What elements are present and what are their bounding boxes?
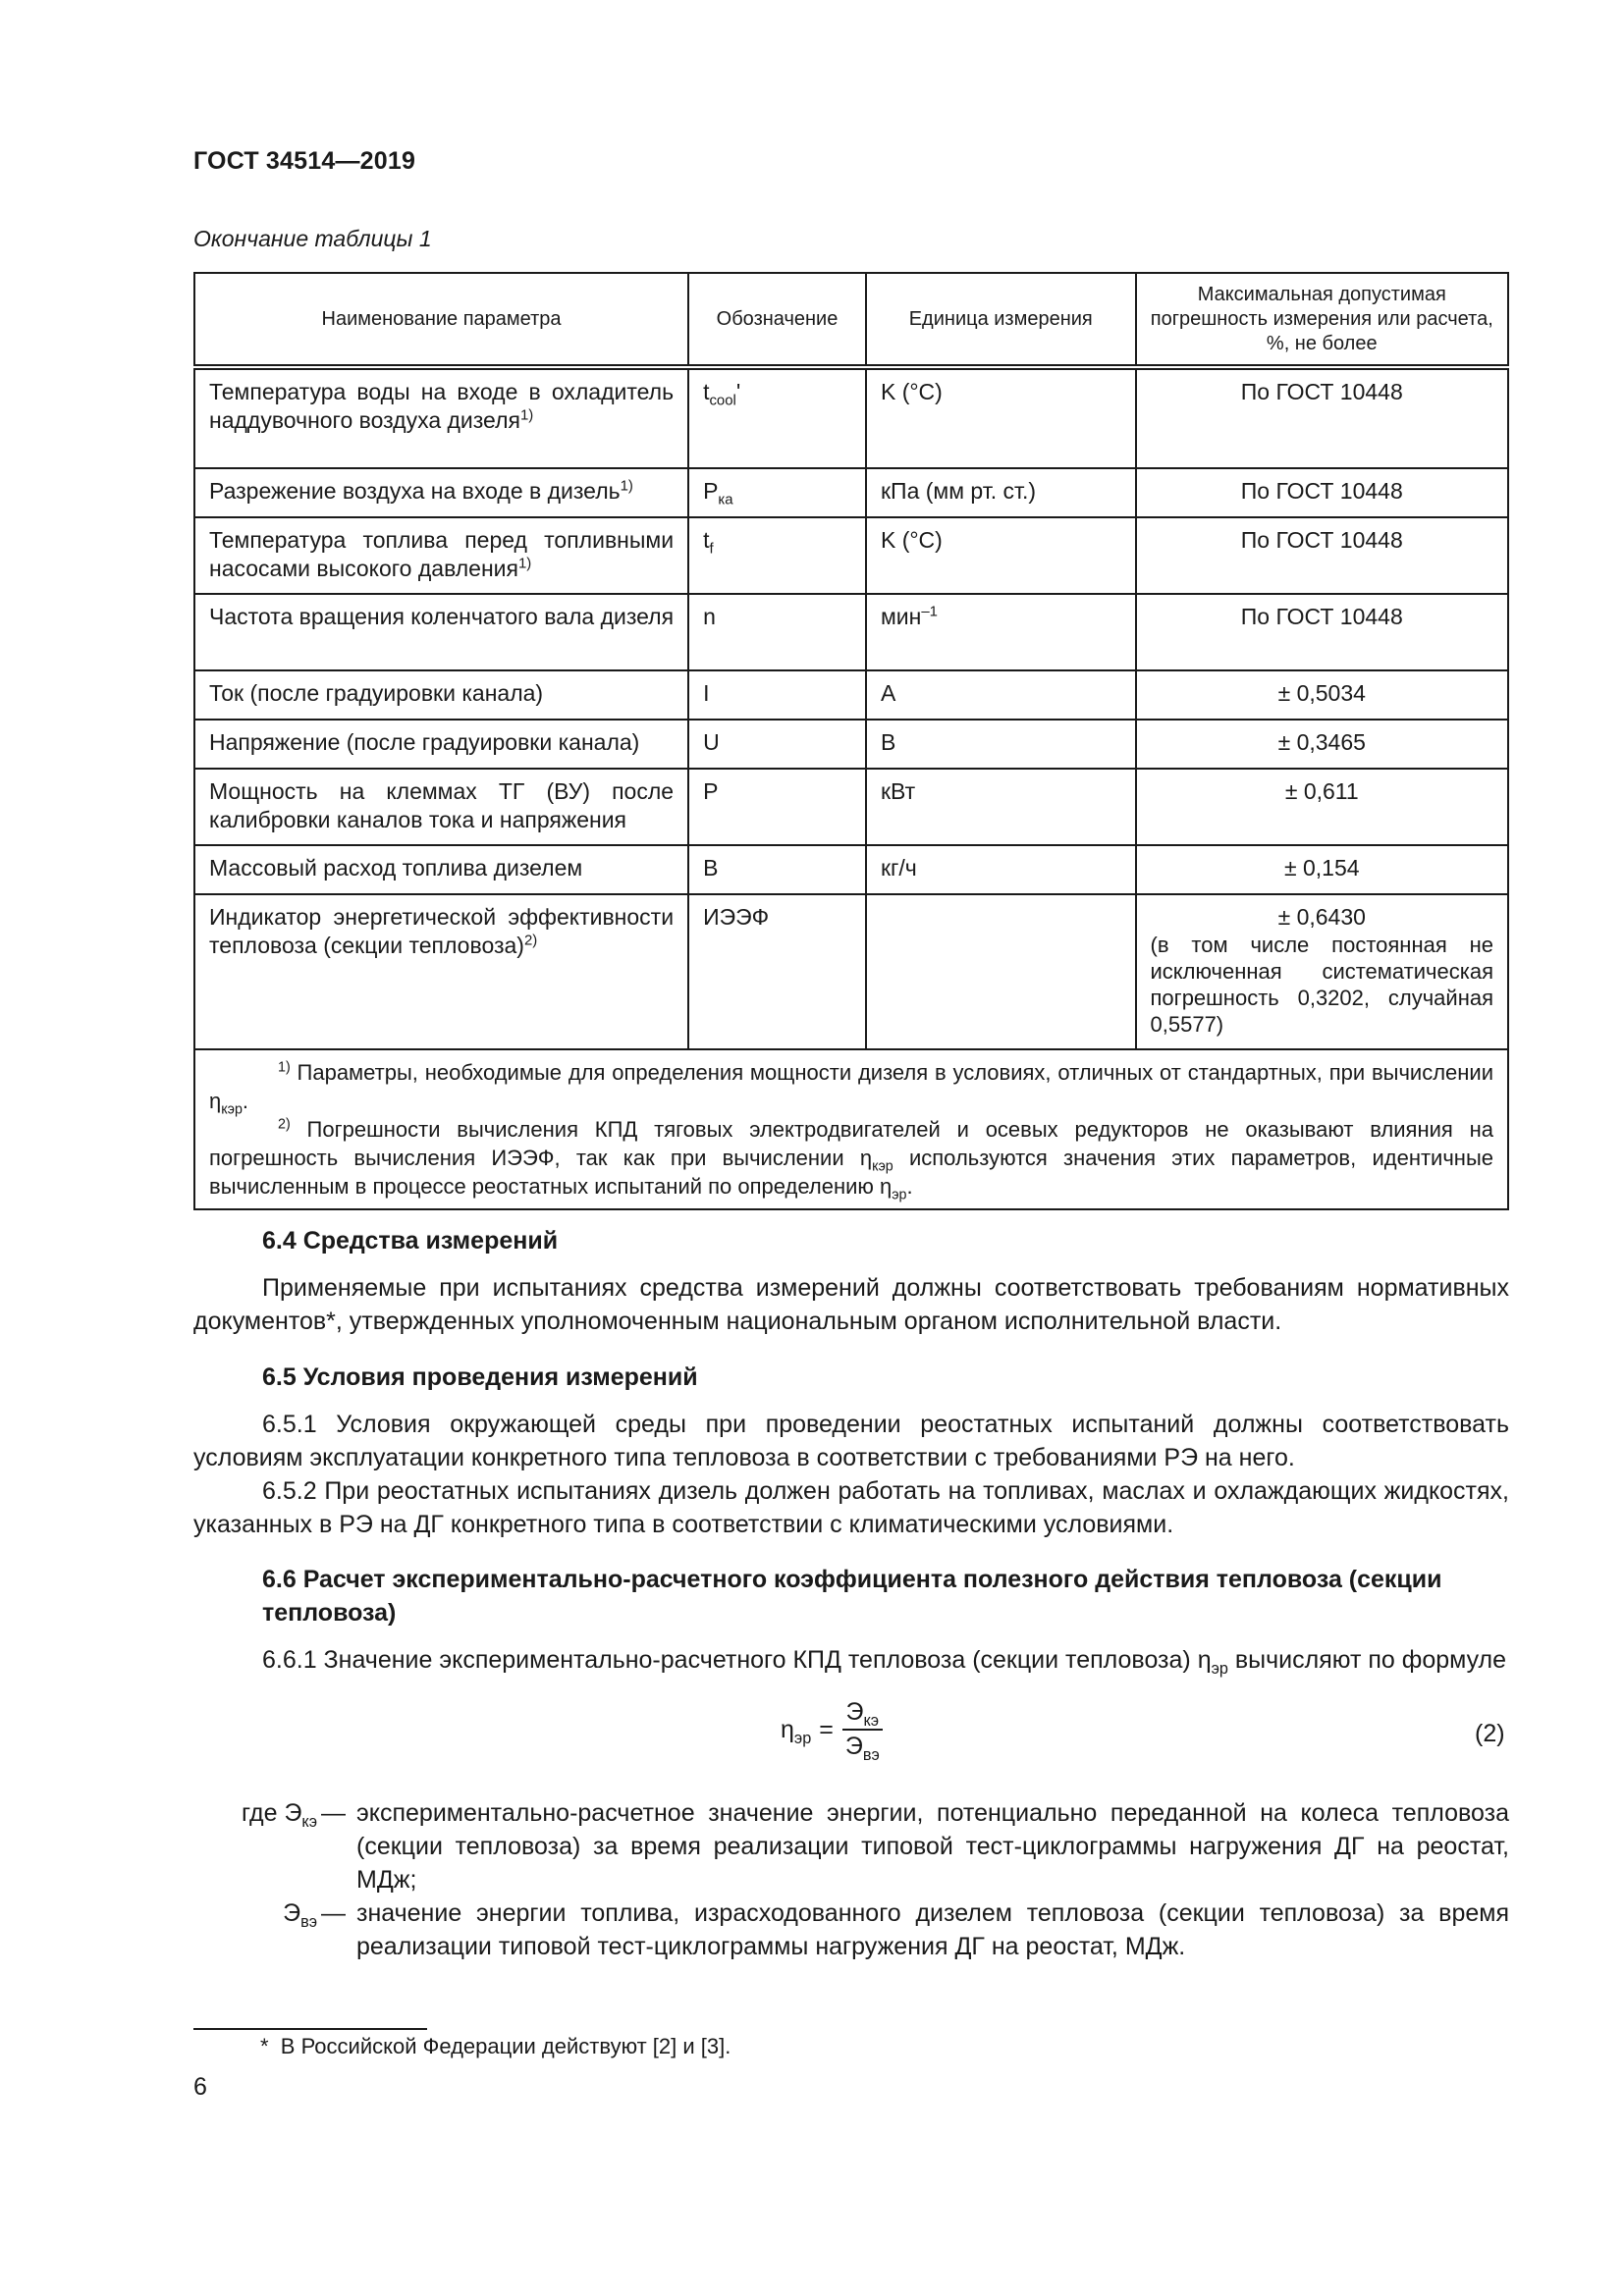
formula-2 [781,1698,884,1764]
formula-equals: = [819,1715,834,1743]
error-value: ± 0,6430 [1277,904,1366,930]
param-name: Ток (после градуировки канала) [194,670,688,720]
param-unit: кг/ч [866,845,1136,894]
table-header-row [194,273,1508,367]
legend-term: где $Э_{кэ}$ [241,1799,317,1831]
table-row [194,845,1508,894]
legend-dash: — [321,1799,346,1827]
param-unit: кПа (мм рт. ст.) [866,468,1136,517]
param-name: Мощность на клеммах ТГ (ВУ) после калибровки каналов тока и напряжения [194,769,688,845]
param-unit: K (°С) [866,517,1136,594]
paragraph: Применяемые при испытаниях средства измерений должны соответствовать требованиям нормативных документов*, утвержденных уполномоченным национальным органом исполнительной власти. [193,1274,1509,1335]
header-name: Наименование параметра [194,273,688,367]
table-notes [194,1049,1508,1209]
param-name: Массовый расход топлива дизелем [194,845,688,894]
section-6-6 [193,1563,1509,1677]
formula-numerator: $Э_{кэ}$ [842,1698,884,1731]
table-row [194,670,1508,720]
section-6-4 [193,1224,1509,1338]
param-unit: А [866,670,1136,720]
header-symbol: Обозначение [688,273,866,367]
param-symbol: I [688,670,866,720]
header-unit: Единица измерения [866,273,1136,367]
paragraph: 6.5.2 При реостатных испытаниях дизель должен работать на топливах, маслах и охлаждающих жидкостях, указанных в РЭ на ДГ конкретного типа в соответствии с климатическими условиями. [193,1477,1509,1538]
param-symbol: $P_{ка}$ [688,468,866,517]
footnote-separator [193,2028,427,2030]
param-error: По ГОСТ 10448 [1136,594,1508,670]
table-row [194,367,1508,468]
paragraph: 6.5.1 Условия окружающей среды при проведении реостатных испытаний должны соответствовать условиям эксплуатации конкретного типа тепловоза в соответствии с требованиями РЭ на него. [193,1411,1509,1471]
section-6-5 [193,1361,1509,1541]
param-name: Напряжение (после градуировки канала) [194,720,688,769]
param-name: Индикатор энергетической эффективности тепловоза (секции тепловоза)$^{2)}$ [194,894,688,1049]
table-row [194,468,1508,517]
section-heading: 6.4 Средства измерений [262,1227,559,1255]
formula-denominator: $Э_{вэ}$ [844,1733,880,1764]
section-heading: 6.5 Условия проведения измерений [262,1363,698,1391]
param-error: ± 0,611 [1136,769,1508,845]
footnote: * В Российской Федерации действуют [2] и [3]. [260,2034,731,2058]
param-name: Температура воды на входе в охладитель наддувочного воздуха дизеля$^{1)}$ [194,367,688,468]
param-symbol: ИЭЭФ [688,894,866,1049]
header-error: Максимальная допустимая погрешность измерения или расчета, %, не более [1136,273,1508,367]
formula-fraction [841,1698,884,1764]
param-unit: K (°С) [866,367,1136,468]
legend-definition: экспериментально-расчетное значение энергии, потенциально переданной на колеса тепловоза (секции тепловоза) за время реализации типовой тест-циклограммы нагружения ДГ на реостат, МДж; [356,1799,1509,1894]
page-number: 6 [193,2073,207,2101]
legend-definition: значение энергии топлива, израсходованного дизелем тепловоза (секции тепловоза) за время реализации типовой тест-циклограммы нагружения ДГ на реостат, МДж. [356,1899,1509,1960]
table-row [194,894,1508,1049]
table-row [194,517,1508,594]
param-error [1136,894,1508,1049]
param-symbol: $t_f$ [688,517,866,594]
param-error: ± 0,5034 [1136,670,1508,720]
formula-lhs: $\eta_{эр}$ [781,1715,812,1747]
param-error: По ГОСТ 10448 [1136,468,1508,517]
param-name: Разрежение воздуха на входе в дизель$^{1)}$ [194,468,688,517]
table-row [194,769,1508,845]
table-notes-row [194,1049,1508,1209]
param-unit: кВт [866,769,1136,845]
legend-item [193,1896,1509,1963]
legend-dash: — [321,1899,346,1927]
param-error: ± 0,3465 [1136,720,1508,769]
paragraph: 6.6.1 Значение экспериментально-расчетного КПД тепловоза (секции тепловоза) $\eta_{эр}$ вычисляют по формуле [262,1646,1507,1678]
formula-legend [193,1796,1509,1963]
param-unit: В [866,720,1136,769]
param-symbol: n [688,594,866,670]
table-note-2: $^{2)}$ Погрешности вычисления КПД тяговых электродвигателей и осевых редукторов не оказывают влияния на погрешность вычисления ИЭЭФ, так как при вычислении $\eta_{кэр}$ используются значения этих параметров, идентичные вычисленным в процессе реостатных испытаний по определению $\eta_{эр}$. [209,1116,1493,1203]
legend-term: $Э_{вэ}$ [283,1899,317,1931]
param-symbol: $t_{cool}'$ [688,367,866,468]
section-heading: 6.6 Расчет экспериментально-расчетного коэффициента полезного действия тепловоза (секции тепловоза) [262,1566,1442,1627]
param-symbol: B [688,845,866,894]
param-unit [866,894,1136,1049]
table-row [194,720,1508,769]
param-name: Частота вращения коленчатого вала дизеля [194,594,688,670]
error-detail: (в том числе постоянная не исключенная систематическая погрешность 0,3202, случайная 0,5577) [1150,933,1493,1037]
param-symbol: U [688,720,866,769]
param-error: По ГОСТ 10448 [1136,367,1508,468]
document-header: ГОСТ 34514—2019 [193,147,416,175]
table-body [194,367,1508,1209]
param-error: По ГОСТ 10448 [1136,517,1508,594]
param-unit: мин$^{-1}$ [866,594,1136,670]
table-caption: Окончание таблицы 1 [193,226,432,251]
parameters-table [193,272,1509,1210]
param-error: ± 0,154 [1136,845,1508,894]
formula-number: (2) [1475,1720,1505,1747]
param-symbol: P [688,769,866,845]
table-note-1: $^{1)}$ Параметры, необходимые для определения мощности дизеля в условиях, отличных от стандартных, при вычислении $\eta_{кэр}$. [209,1059,1493,1118]
legend-item [193,1796,1509,1896]
table-row [194,594,1508,670]
param-name: Температура топлива перед топливными насосами высокого давления$^{1)}$ [194,517,688,594]
